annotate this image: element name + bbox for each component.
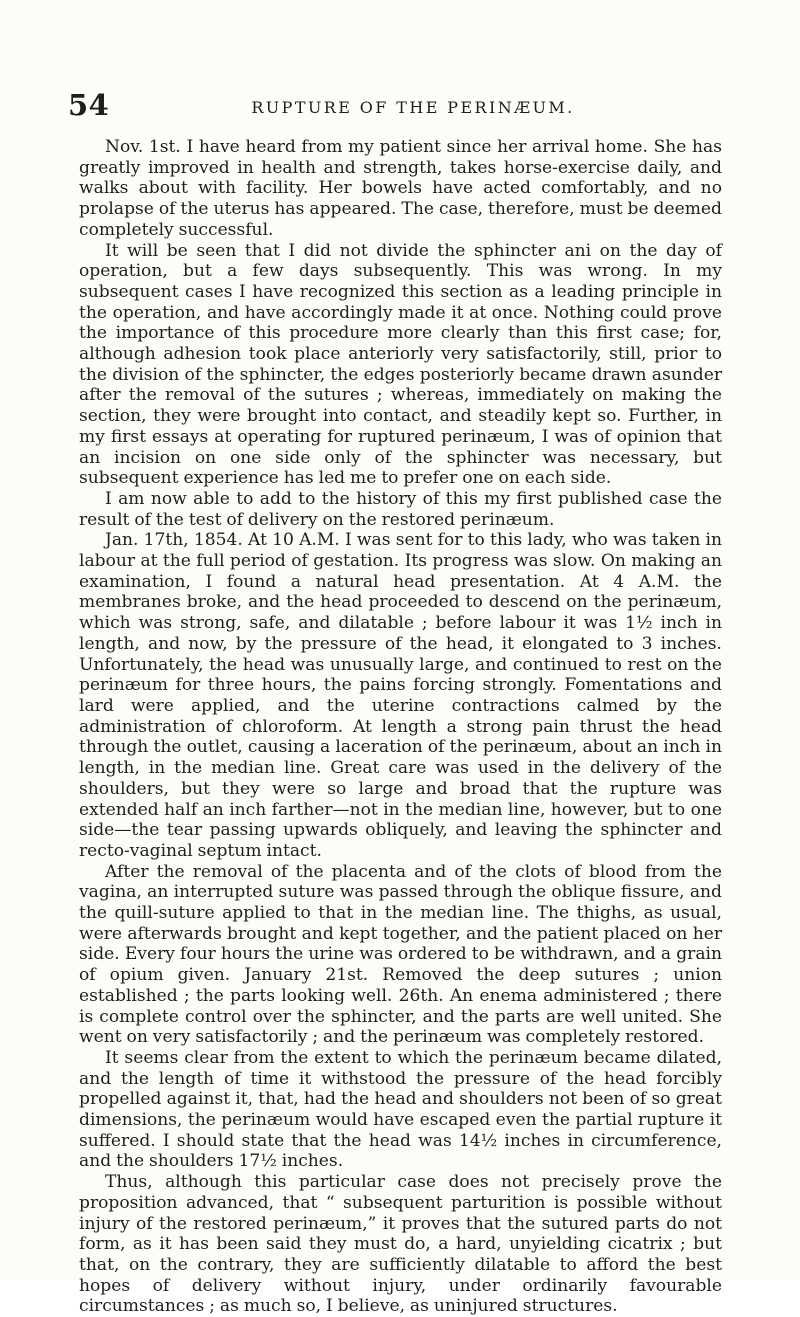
paragraph-followup-nov-1: Nov. 1st. I have heard from my patient since her arrival home. She has greatly improved in health and strength, takes horse-exercise daily, and walks about with facility. Her bowels have acted comfortably, and no prolapse of the uterus has appeared. The case, therefore, must be deemed completely successful. [79,137,722,240]
paragraph-sphincter-division: It will be seen that I did not divide the sphincter ani on the day of operation, but a few days subsequently. This was wrong. In my subsequent cases I have recognized this section as a leading principle in the operation, and have accordingly made it at once. Nothing could prove the importance of this procedure more clearly than this first case; for, although adhesion took place anteriorly very satisfactorily, still, prior to the division of the sphincter, the edges posteriorly became drawn asunder after the removal of the sutures ; whereas, immediately on making the section, they were brought into contact, and steadily kept so. Further, in my first essays at operating for ruptured perinæum, I was of opinion that an incision on one side only of the sphincter was necessary, but subsequent experience has led me to prefer one on each side. [79,240,722,489]
paragraph-delivery-intro: I am now able to add to the history of this my first published case the result of the test of delivery on the restored perinæum. [79,488,722,530]
page-number: 54 [68,88,110,122]
paragraph-delivery-jan-17: Jan. 17th, 1854. At 10 A.M. I was sent for to this lady, who was taken in labour at the full period of gestation. Its progress was slow. On making an examination, I found a natural head presentation. At 4 A.M. the membranes broke, and the head proceeded to descend on the perinæum, which was strong, safe, and dilatable ; before labour it was 1½ inch in length, and now, by the pressure of the head, it elongated to 3 inches. Unfortunately, the head was unusually large, and continued to rest on the perinæum for three hours, the pains forcing strongly. Fomentations and lard were applied, and the uterine contractions calmed by the administration of chloroform. At length a strong pain thrust the head through the outlet, causing a laceration of the perinæum, about an inch in length, in the median line. Great care was used in the delivery of the shoulders, but they were so large and broad that the rupture was extended half an inch farther—not in the median line, however, but to one side—the tear passing upwards obliquely, and leaving the sphincter and recto-vaginal septum intact. [79,530,722,861]
page-header [68,88,718,124]
paragraph-after-placenta: After the removal of the placenta and of the clots of blood from the vagina, an interrupted suture was passed through the oblique fissure, and the quill-suture applied to that in the median line. The thighs, as usual, were afterwards brought and kept together, and the patient placed on her side. Every four hours the urine was ordered to be withdrawn, and a grain of opium given. January 21st. Removed the deep sutures ; union established ; the parts looking well. 26th. An enema administered ; there is complete control over the sphincter, and the parts are well united. She went on very satisfactorily ; and the perinæum was completely restored. [79,861,722,1048]
paragraph-dilatation: It seems clear from the extent to which the perinæum became dilated, and the length of time it withstood the pressure of the head forcibly propelled against it, that, had the head and shoulders not been of so great dimensions, the perinæum would have escaped even the partial rupture it suffered. I should state that the head was 14½ inches in circumference, and the shoulders 17½ inches. [79,1047,722,1172]
paragraph-conclusion: Thus, although this particular case does not precisely prove the proposition advanced, that “ subsequent parturition is possible without injury of the restored perinæum,” it proves that the sutured parts do not form, as it has been said they must do, a hard, unyielding cicatrix ; but that, on the contrary, they are sufficiently dilatable to afford the best hopes of delivery without injury, under ordinarily favourable circumstances ; as much so, I believe, as uninjured structures. [79,1172,722,1317]
running-head: RUPTURE OF THE PERINÆUM. [251,98,575,117]
body-text [79,137,722,1317]
